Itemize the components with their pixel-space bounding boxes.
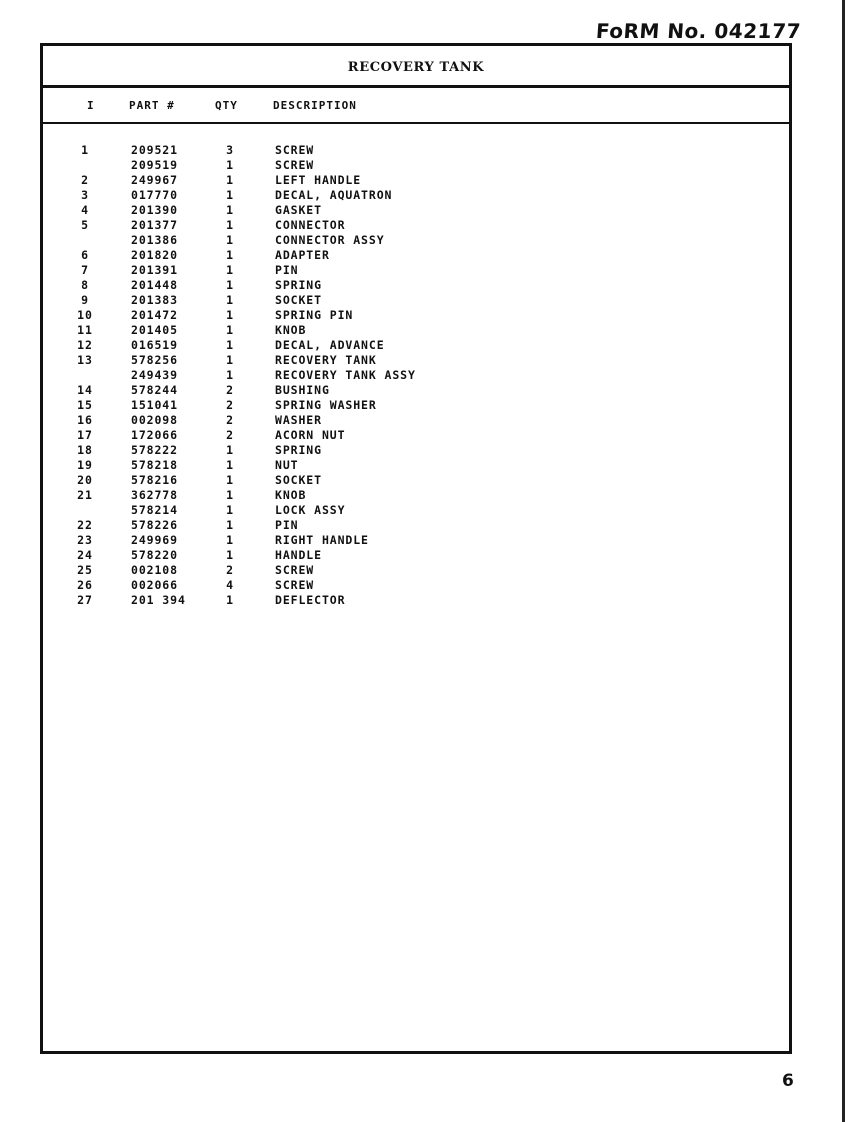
column-header-qty: QTY [215, 99, 238, 112]
column-header-description: DESCRIPTION [273, 99, 357, 112]
row-quantity: 1 [226, 458, 234, 472]
table-row [43, 413, 789, 428]
row-index: 20 [77, 473, 93, 487]
row-part-number: 578244 [131, 383, 178, 397]
table-row [43, 158, 789, 173]
row-description: LOCK ASSY [275, 503, 346, 517]
table-row [43, 323, 789, 338]
row-part-number: 002066 [131, 578, 178, 592]
row-quantity: 1 [226, 308, 234, 322]
row-description: SCREW [275, 563, 315, 577]
row-part-number: 002098 [131, 413, 178, 427]
row-part-number: 362778 [131, 488, 178, 502]
row-description: SCREW [275, 578, 315, 592]
row-quantity: 1 [226, 293, 234, 307]
row-part-number: 201390 [131, 203, 178, 217]
row-index: 14 [77, 383, 93, 397]
row-quantity: 1 [226, 443, 234, 457]
table-body [43, 143, 789, 608]
row-quantity: 1 [226, 368, 234, 382]
row-index: 3 [81, 188, 89, 202]
table-row [43, 143, 789, 158]
row-index: 16 [77, 413, 93, 427]
row-quantity: 1 [226, 338, 234, 352]
row-index: 13 [77, 353, 93, 367]
row-description: ADAPTER [275, 248, 330, 262]
row-index: 19 [77, 458, 93, 472]
table-row [43, 488, 789, 503]
table-row [43, 368, 789, 383]
row-quantity: 1 [226, 518, 234, 532]
page-edge-line [842, 0, 845, 1122]
row-quantity: 1 [226, 263, 234, 277]
row-description: DEFLECTOR [275, 593, 346, 607]
row-index: 7 [81, 263, 89, 277]
row-index: 24 [77, 548, 93, 562]
row-quantity: 1 [226, 533, 234, 547]
row-index: 17 [77, 428, 93, 442]
table-row [43, 443, 789, 458]
row-part-number: 002108 [131, 563, 178, 577]
table-row [43, 203, 789, 218]
row-part-number: 249969 [131, 533, 178, 547]
row-part-number: 017770 [131, 188, 178, 202]
row-description: NUT [275, 458, 299, 472]
row-quantity: 1 [226, 323, 234, 337]
row-description: SCREW [275, 143, 315, 157]
table-row [43, 458, 789, 473]
row-description: SPRING [275, 443, 322, 457]
row-index: 22 [77, 518, 93, 532]
row-description: SPRING PIN [275, 308, 354, 322]
row-quantity: 1 [226, 488, 234, 502]
row-part-number: 201 394 [131, 593, 186, 607]
table-row [43, 473, 789, 488]
row-quantity: 1 [226, 593, 234, 607]
row-description: DECAL, ADVANCE [275, 338, 385, 352]
row-part-number: 151041 [131, 398, 178, 412]
row-part-number: 209521 [131, 143, 178, 157]
row-description: DECAL, AQUATRON [275, 188, 393, 202]
column-header-index: I [87, 99, 95, 112]
table-row [43, 503, 789, 518]
row-description: KNOB [275, 323, 307, 337]
row-description: RIGHT HANDLE [275, 533, 369, 547]
row-index: 6 [81, 248, 89, 262]
table-row [43, 593, 789, 608]
table-row [43, 278, 789, 293]
row-quantity: 2 [226, 563, 234, 577]
row-description: LEFT HANDLE [275, 173, 362, 187]
row-description: PIN [275, 263, 299, 277]
row-quantity: 1 [226, 473, 234, 487]
row-index: 10 [77, 308, 93, 322]
row-description: SOCKET [275, 293, 322, 307]
row-description: SPRING [275, 278, 322, 292]
table-row [43, 173, 789, 188]
table-row [43, 518, 789, 533]
row-part-number: 578218 [131, 458, 178, 472]
table-row [43, 218, 789, 233]
row-part-number: 578214 [131, 503, 178, 517]
row-quantity: 2 [226, 383, 234, 397]
row-index: 25 [77, 563, 93, 577]
row-quantity: 1 [226, 158, 234, 172]
row-index: 21 [77, 488, 93, 502]
row-part-number: 201472 [131, 308, 178, 322]
row-part-number: 016519 [131, 338, 178, 352]
table-row [43, 533, 789, 548]
row-quantity: 1 [226, 173, 234, 187]
row-index: 27 [77, 593, 93, 607]
table-title: RECOVERY TANK [347, 60, 485, 75]
row-part-number: 201383 [131, 293, 178, 307]
row-quantity: 2 [226, 428, 234, 442]
form-number: FoRM No. 042177 [595, 19, 802, 43]
table-row [43, 188, 789, 203]
row-part-number: 578220 [131, 548, 178, 562]
row-description: RECOVERY TANK [275, 353, 377, 367]
row-part-number: 578216 [131, 473, 178, 487]
row-quantity: 3 [226, 143, 234, 157]
row-part-number: 578222 [131, 443, 178, 457]
row-index: 15 [77, 398, 93, 412]
row-description: KNOB [275, 488, 307, 502]
row-quantity: 1 [226, 233, 234, 247]
row-quantity: 2 [226, 413, 234, 427]
table-row [43, 383, 789, 398]
row-index: 18 [77, 443, 93, 457]
row-description: ACORN NUT [275, 428, 346, 442]
row-description: HANDLE [275, 548, 322, 562]
row-description: WASHER [275, 413, 322, 427]
row-part-number: 201377 [131, 218, 178, 232]
table-row [43, 263, 789, 278]
row-quantity: 1 [226, 503, 234, 517]
row-quantity: 1 [226, 548, 234, 562]
row-index: 4 [81, 203, 89, 217]
row-description: SPRING WASHER [275, 398, 377, 412]
row-description: SCREW [275, 158, 315, 172]
row-index: 8 [81, 278, 89, 292]
row-index: 26 [77, 578, 93, 592]
row-description: CONNECTOR [275, 218, 346, 232]
table-row [43, 428, 789, 443]
row-part-number: 249967 [131, 173, 178, 187]
table-row [43, 548, 789, 563]
row-part-number: 578256 [131, 353, 178, 367]
row-part-number: 201448 [131, 278, 178, 292]
table-row [43, 353, 789, 368]
row-part-number: 201391 [131, 263, 178, 277]
row-part-number: 578226 [131, 518, 178, 532]
row-quantity: 1 [226, 248, 234, 262]
row-part-number: 201820 [131, 248, 178, 262]
row-part-number: 172066 [131, 428, 178, 442]
table-row [43, 563, 789, 578]
row-quantity: 1 [226, 203, 234, 217]
row-description: PIN [275, 518, 299, 532]
row-index: 2 [81, 173, 89, 187]
row-quantity: 1 [226, 278, 234, 292]
row-index: 12 [77, 338, 93, 352]
row-index: 23 [77, 533, 93, 547]
row-index: 5 [81, 218, 89, 232]
row-description: RECOVERY TANK ASSY [275, 368, 416, 382]
row-quantity: 1 [226, 353, 234, 367]
row-part-number: 209519 [131, 158, 178, 172]
row-index: 1 [81, 143, 89, 157]
table-row [43, 398, 789, 413]
row-index: 9 [81, 293, 89, 307]
row-part-number: 201386 [131, 233, 178, 247]
row-quantity: 1 [226, 218, 234, 232]
table-row [43, 338, 789, 353]
row-quantity: 2 [226, 398, 234, 412]
row-description: BUSHING [275, 383, 330, 397]
row-description: SOCKET [275, 473, 322, 487]
row-part-number: 201405 [131, 323, 178, 337]
row-quantity: 4 [226, 578, 234, 592]
row-index: 11 [77, 323, 93, 337]
column-header-part: PART # [129, 99, 175, 112]
page-number: 6 [782, 1071, 794, 1091]
row-description: GASKET [275, 203, 322, 217]
table-header-row [43, 88, 789, 124]
table-row [43, 233, 789, 248]
table-row [43, 248, 789, 263]
table-title-row [43, 46, 789, 88]
row-quantity: 1 [226, 188, 234, 202]
row-part-number: 249439 [131, 368, 178, 382]
table-row [43, 308, 789, 323]
table-row [43, 578, 789, 593]
table-row [43, 293, 789, 308]
row-description: CONNECTOR ASSY [275, 233, 385, 247]
parts-table [40, 43, 792, 1054]
